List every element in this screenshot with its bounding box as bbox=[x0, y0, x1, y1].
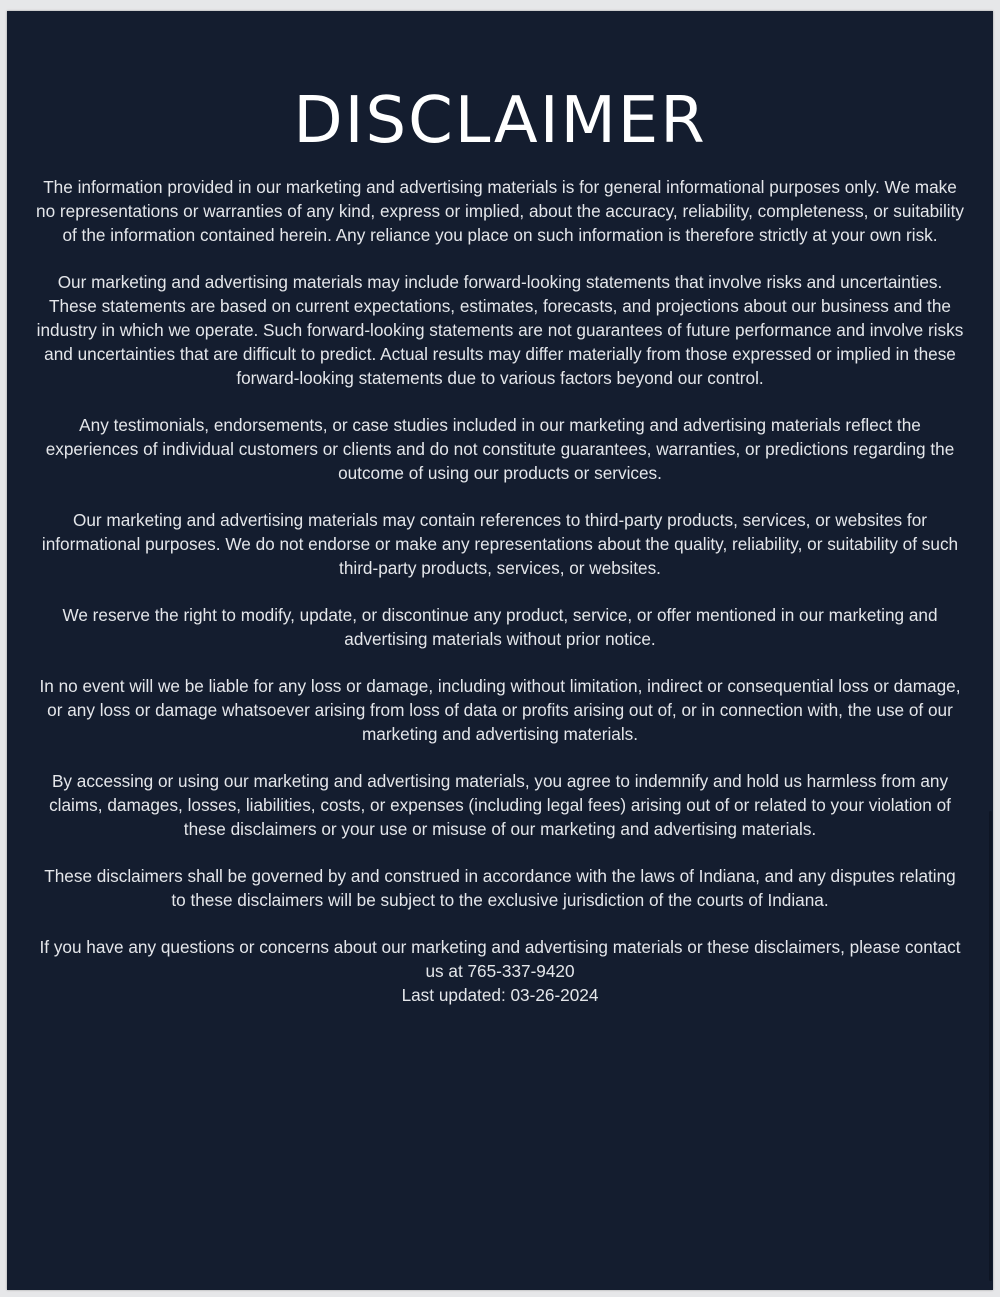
scrollbar[interactable] bbox=[988, 811, 993, 1281]
document-sheet bbox=[7, 11, 993, 1290]
contact-text: If you have any questions or concerns about our marketing and advertising materials or these disclaimers, please contact us at 765-337-9420 bbox=[39, 937, 961, 981]
paragraph-forward-looking: Our marketing and advertising materials may include forward-looking statements that involve risks and uncertainties. These statements are based on current expectations, estimates, forecasts, and projections about our business and the industry in which we operate. Such forward-looking statements are not guarantees of future performance and involve risks and uncertainties that are difficult to predict. Actual results may differ materially from those expressed or implied in these forward-looking statements due to various factors beyond our control. bbox=[36, 272, 964, 388]
last-updated: Last updated: 03-26-2024 bbox=[401, 985, 599, 1005]
paragraph-liability: In no event will we be liable for any loss or damage, including without limitation, indirect or consequential loss or damage, or any loss or damage whatsoever arising from loss of data or profits arising out of, or in connection with, the use of our marketing and advertising materials. bbox=[39, 676, 961, 744]
paragraph-third-party: Our marketing and advertising materials may contain references to third-party products, services, or websites for informational purposes. We do not endorse or make any representations about the quality, reliability, or suitability of such third-party products, services, or websites. bbox=[41, 510, 959, 578]
paragraph-modifications: We reserve the right to modify, update, or discontinue any product, service, or offer mentioned in our marketing and advertising materials without prior notice. bbox=[62, 605, 938, 649]
page-title: DISCLAIMER bbox=[293, 84, 707, 158]
scrollbar-thumb[interactable] bbox=[989, 811, 992, 1281]
paragraph-testimonials: Any testimonials, endorsements, or case studies included in our marketing and advertising materials reflect the experiences of individual customers or clients and do not constitute guarantees, warranties, or predictions regarding the outcome of using our products or services. bbox=[45, 415, 955, 483]
disclaimer-body bbox=[35, 175, 965, 1007]
paragraph-governing-law: These disclaimers shall be governed by and construed in accordance with the laws of Indiana, and any disputes relating to these disclaimers will be subject to the exclusive jurisdiction of the courts of Indiana. bbox=[44, 866, 956, 910]
paragraph-indemnify: By accessing or using our marketing and advertising materials, you agree to indemnify and hold us harmless from any claims, damages, losses, liabilities, costs, or expenses (including legal fees) arising out of or related to your violation of these disclaimers or your use or misuse of our marketing and advertising materials. bbox=[49, 771, 951, 839]
paragraph-general-info: The information provided in our marketing and advertising materials is for general informational purposes only. We make no representations or warranties of any kind, express or implied, about the accuracy, reliability, completeness, or suitability of the information contained herein. Any reliance you place on such information is therefore strictly at your own risk. bbox=[36, 177, 964, 245]
